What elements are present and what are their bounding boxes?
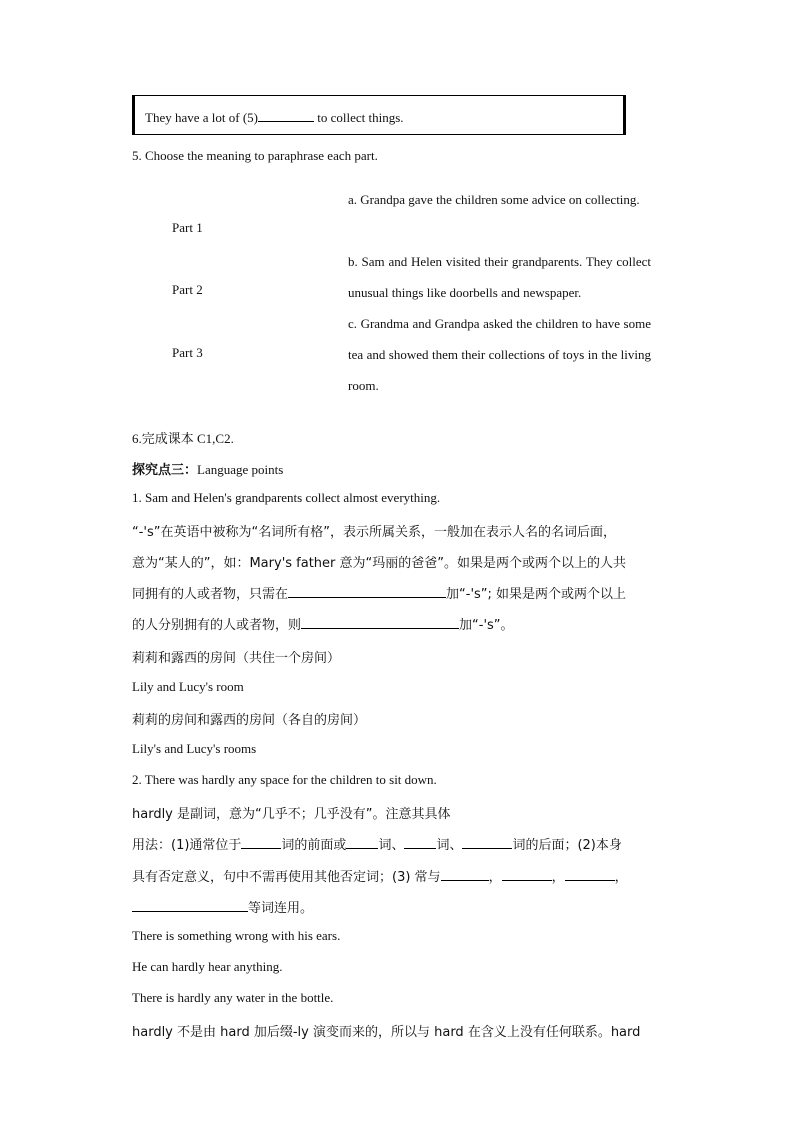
example-5: There is hardly any water in the bottle. <box>132 990 334 1005</box>
point-2-line-1: hardly 是副词，意为“几乎不；几乎没有”。注意其具体 <box>132 807 451 822</box>
q6-text: 6.完成课本 C1,C2. <box>132 431 234 446</box>
section-3-title: 探究点三：Language points <box>132 462 284 478</box>
example-2-zh: 莉莉的房间和露西的房间（各自的房间） <box>132 713 367 728</box>
example-2-en: Lily's and Lucy's rooms <box>132 741 257 756</box>
blank-5[interactable] <box>258 109 314 122</box>
point-2-line-3: 具有否定意义，句中不需再使用其他否定词；(3) 常与 ， ， ， <box>132 870 628 885</box>
point-1-line-2: 意为“某人的”，如：Mary's father 意为“玛丽的爸爸”。如果是两个或两个以上的人共 <box>132 556 626 571</box>
answer-box <box>132 95 626 135</box>
option-b: b. Sam and Helen visited their grandparents. They collect unusual things like doorbells and newspaper. <box>348 254 651 300</box>
blank-hardly-6[interactable] <box>502 868 552 881</box>
blank-hardly-3[interactable] <box>404 836 436 849</box>
example-1-zh: 莉莉和露西的房间（共住一个房间） <box>132 651 341 666</box>
blank-hardly-4[interactable] <box>462 836 512 849</box>
option-a: a. Grandpa gave the children some advice on collecting. <box>348 192 640 207</box>
blank-hardly-1[interactable] <box>241 836 281 849</box>
point-2-last-line: hardly 不是由 hard 加后缀-ly 演变而来的，所以与 hard 在含义上没有任何联系。hard <box>132 1025 641 1040</box>
example-4: He can hardly hear anything. <box>132 959 283 974</box>
example-3: There is something wrong with his ears. <box>132 928 341 943</box>
q5-title: 5. Choose the meaning to paraphrase each part. <box>132 148 378 163</box>
part-3-label: Part 3 <box>172 345 203 360</box>
blank-separate-possession[interactable] <box>301 616 459 629</box>
point-1-line-4: 的人分别拥有的人或者物，则 加“-'s”。 <box>132 618 514 633</box>
example-1-en: Lily and Lucy's room <box>132 679 244 694</box>
part-2-label: Part 2 <box>172 282 203 297</box>
box-text: They have a lot of (5) to collect things. <box>145 110 404 125</box>
point-1-line-1: “-'s”在英语中被称为“名词所有格”，表示所属关系，一般加在表示人名的名词后面， <box>132 525 616 540</box>
option-c: c. Grandma and Grandpa asked the children to have some tea and showed them their collections of toys in the living room. <box>348 316 651 393</box>
blank-hardly-8[interactable] <box>132 899 248 912</box>
point-1-line-3: 同拥有的人或者物，只需在 加“-'s”; 如果是两个或两个以上 <box>132 587 627 602</box>
point-2-line-4: 等词连用。 <box>132 897 313 916</box>
blank-hardly-7[interactable] <box>565 868 615 881</box>
blank-joint-possession[interactable] <box>288 585 446 598</box>
point-2-line-2: 用法：(1)通常位于 词的前面或 词、 词、 词的后面；(2)本身 <box>132 838 622 853</box>
part-1-label: Part 1 <box>172 220 203 235</box>
point-1-sentence: 1. Sam and Helen's grandparents collect almost everything. <box>132 490 441 505</box>
point-2-sentence: 2. There was hardly any space for the children to sit down. <box>132 772 437 787</box>
blank-hardly-2[interactable] <box>346 836 378 849</box>
blank-hardly-5[interactable] <box>441 868 489 881</box>
